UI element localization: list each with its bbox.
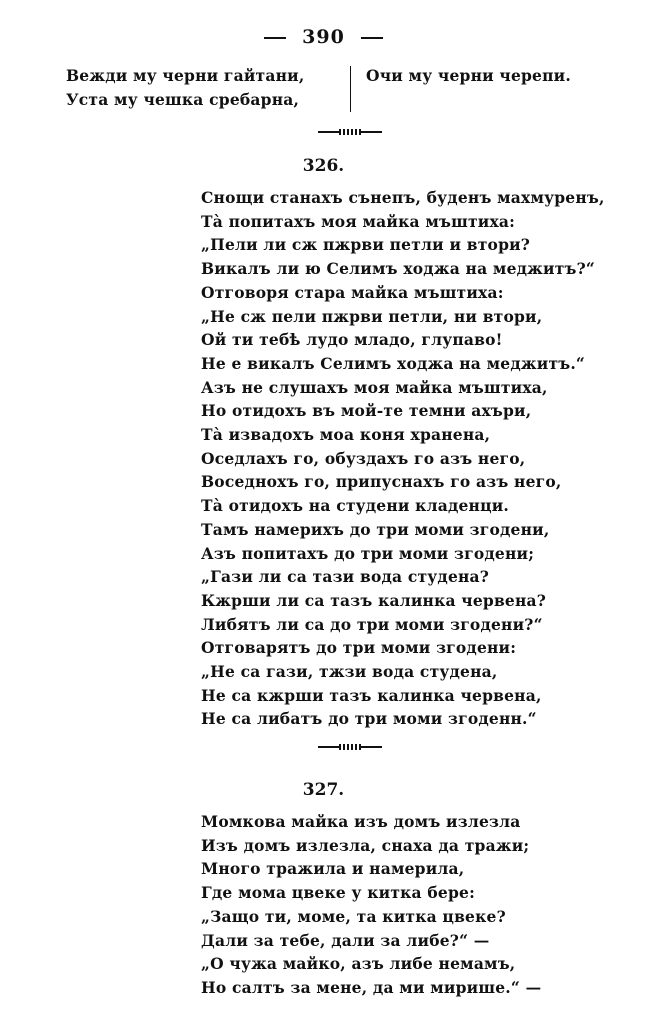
page-number [0,26,647,48]
poem-line: Много тражила и намерила, [201,859,465,879]
poem-line: Отговоря стара майка мъштиха: [201,282,504,302]
section-divider [318,131,382,133]
poem-line: Изъ домъ излезла, снаха да тражи; [201,835,530,855]
poem-line: Викалъ ли ю Селимъ ходжа на меджитъ?“ [201,259,596,279]
poem-line: Не е викалъ Селимъ ходжа на меджитъ.“ [201,353,586,373]
poem-line: Не са либатъ до три моми згоденн.“ [201,709,537,729]
intro-line: Очи му черни черепи. [366,66,571,85]
poem-line: Где мома цвеке у китка бере: [201,883,475,903]
poem-326 [201,186,605,731]
poem-line: Не са кжрши тазъ калинка червена, [201,685,542,705]
poem-line: Азъ попитахъ до три моми згодени; [201,543,535,563]
poem-line: Тамъ намерихъ до три моми згодени, [201,519,550,539]
poem-line: Момкова майка изъ домъ излезла [201,812,521,831]
intro-line: Вежди му черни гайтани, [66,66,305,85]
page-number-dash-right [361,37,383,39]
poem-line: Но салтъ за мене, да ми мирише.“ — [201,977,542,997]
poem-line: „Защо ти, моме, та китка цвеке? [201,906,506,926]
poem-line: Азъ не слушахъ моя майка мъштиха, [201,377,548,397]
poem-line: „Гази ли са тази вода студена? [201,567,490,587]
poem-line: Тà извадохъ моа коня хранена, [201,425,491,445]
section-divider [318,746,382,748]
poem-line: Тà отидохъ на студени кладенци. [201,496,510,516]
poem-line: Отговарятъ до три моми згодени: [201,638,517,658]
intro-left-column [66,64,336,111]
divider-ornament [339,129,361,135]
poem-line: Но отидохъ въ мой-те темни ахъри, [201,401,532,421]
poem-number-327: 327. [302,780,345,800]
intro-right-column [366,64,606,88]
poem-line: Оседлахъ го, обуздахъ го азъ него, [201,448,526,468]
poem-line: „О чужа майко, азъ либе немамъ, [201,954,516,974]
poem-line: Ой ти тебѣ лудо младо, глупаво! [201,330,503,350]
poem-line: „Не сж пели пжрви петли, ни втори, [201,306,543,326]
column-separator [350,66,351,112]
poem-327 [201,810,601,1000]
poem-line: „Не са гази, тжзи вода студена, [201,662,498,682]
poem-line: Воседнохъ го, припуснахъ го азъ него, [201,472,562,492]
poem-line: Снощи станахъ сънепъ, буденъ махмуренъ, [201,188,605,207]
page-number-dash-left [264,37,286,39]
divider-ornament [339,744,361,750]
intro-line: Уста му чешка сребарна, [66,89,300,109]
page-number-text: 390 [302,26,345,48]
poem-line: „Пели ли сж пжрви петли и втори? [201,235,531,255]
poem-line: Либятъ ли са до три моми згодени?“ [201,614,543,634]
poem-line: Тà попитахъ моя майка мъштиха: [201,211,516,231]
poem-line: Кжрши ли са тазъ калинка червена? [201,590,547,610]
poem-line: Дали за тебе, дали за либе?“ — [201,930,490,950]
poem-number-326: 326. [302,156,345,176]
